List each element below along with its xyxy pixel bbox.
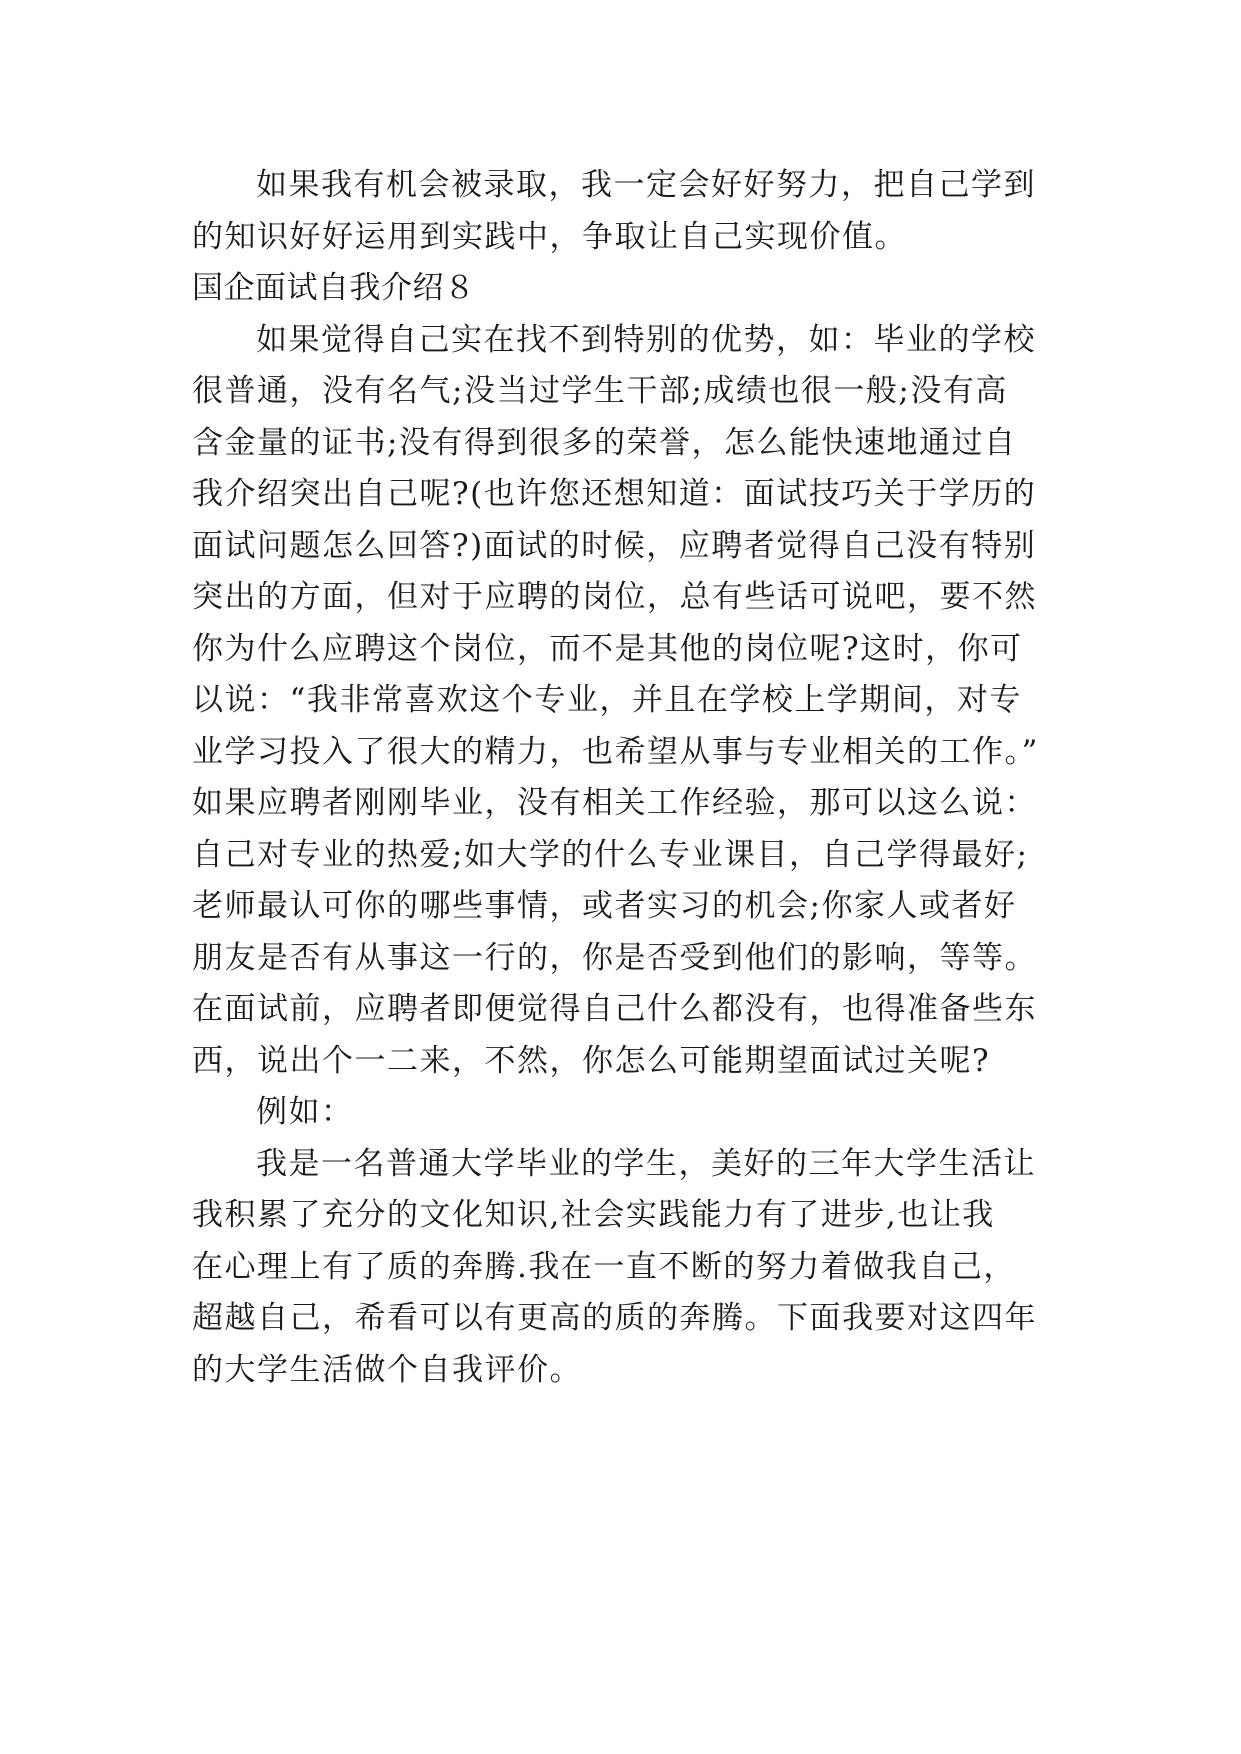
paragraph-line: 突出的方面，但对于应聘的岗位，总有些话可说吧，要不然 — [192, 579, 1037, 615]
paragraph-line: 面试问题怎么回答?)面试的时候，应聘者觉得自己没有特别 — [192, 527, 1037, 564]
paragraph-line: 自己对专业的热爱;如大学的什么专业课目，自己学得最好; — [192, 836, 1029, 873]
paragraph-line: 超越自己，希看可以有更高的质的奔腾。下面我要对这四年 — [192, 1300, 1037, 1336]
paragraph-line: 例如： — [256, 1094, 354, 1130]
paragraph-line: 含金量的证书;没有得到很多的荣誉，怎么能快速地通过自 — [192, 424, 1017, 461]
document-page — [192, 160, 1052, 1396]
section-heading: 国企面试自我介绍８ — [192, 270, 476, 306]
paragraph-line: 如果应聘者刚刚毕业，没有相关工作经验，那可以这么说： — [192, 785, 1037, 821]
paragraph-line: 在心理上有了质的奔腾.我在一直不断的努力着做我自己， — [192, 1248, 1016, 1285]
paragraph-line: 西，说出个一二来，不然，你怎么可能期望面试过关呢? — [192, 1042, 991, 1079]
paragraph-line: 在面试前，应聘者即便觉得自己什么都没有，也得准备些东 — [192, 991, 1037, 1027]
paragraph-line: 我是一名普通大学毕业的学生，美好的三年大学生活让 — [256, 1145, 1036, 1182]
paragraph-line: 很普通，没有名气;没当过学生干部;成绩也很一般;没有高 — [192, 373, 1008, 409]
paragraph-line: 你为什么应聘这个岗位，而不是其他的岗位呢?这时，你可 — [192, 630, 1023, 667]
paragraph-line: 的大学生活做个自我评价。 — [192, 1351, 582, 1388]
paragraph-line: 如果我有机会被录取，我一定会好好努力，把自己学到 — [256, 167, 1036, 203]
paragraph-line: 我介绍突出自己呢?(也许您还想知道：面试技巧关于学历的 — [192, 476, 1037, 512]
paragraph-line: 的知识好好运用到实践中，争取让自己实现价值。 — [192, 218, 907, 255]
paragraph-line: 朋友是否有从事这一行的，你是否受到他们的影响，等等。 — [192, 939, 1037, 976]
paragraph-line: 以说：“我非常喜欢这个专业，并且在学校上学期间，对专 — [192, 682, 1022, 718]
paragraph-line: 我积累了充分的文化知识,社会实践能力有了进步,也让我 — [192, 1197, 995, 1233]
paragraph-line: 老师最认可你的哪些事情，或者实习的机会;你家人或者好 — [192, 888, 1017, 924]
paragraph-line: 业学习投入了很大的精力，也希望从事与专业相关的工作。” — [192, 733, 1039, 770]
paragraph-line: 如果觉得自己实在找不到特别的优势，如：毕业的学校 — [256, 321, 1036, 358]
